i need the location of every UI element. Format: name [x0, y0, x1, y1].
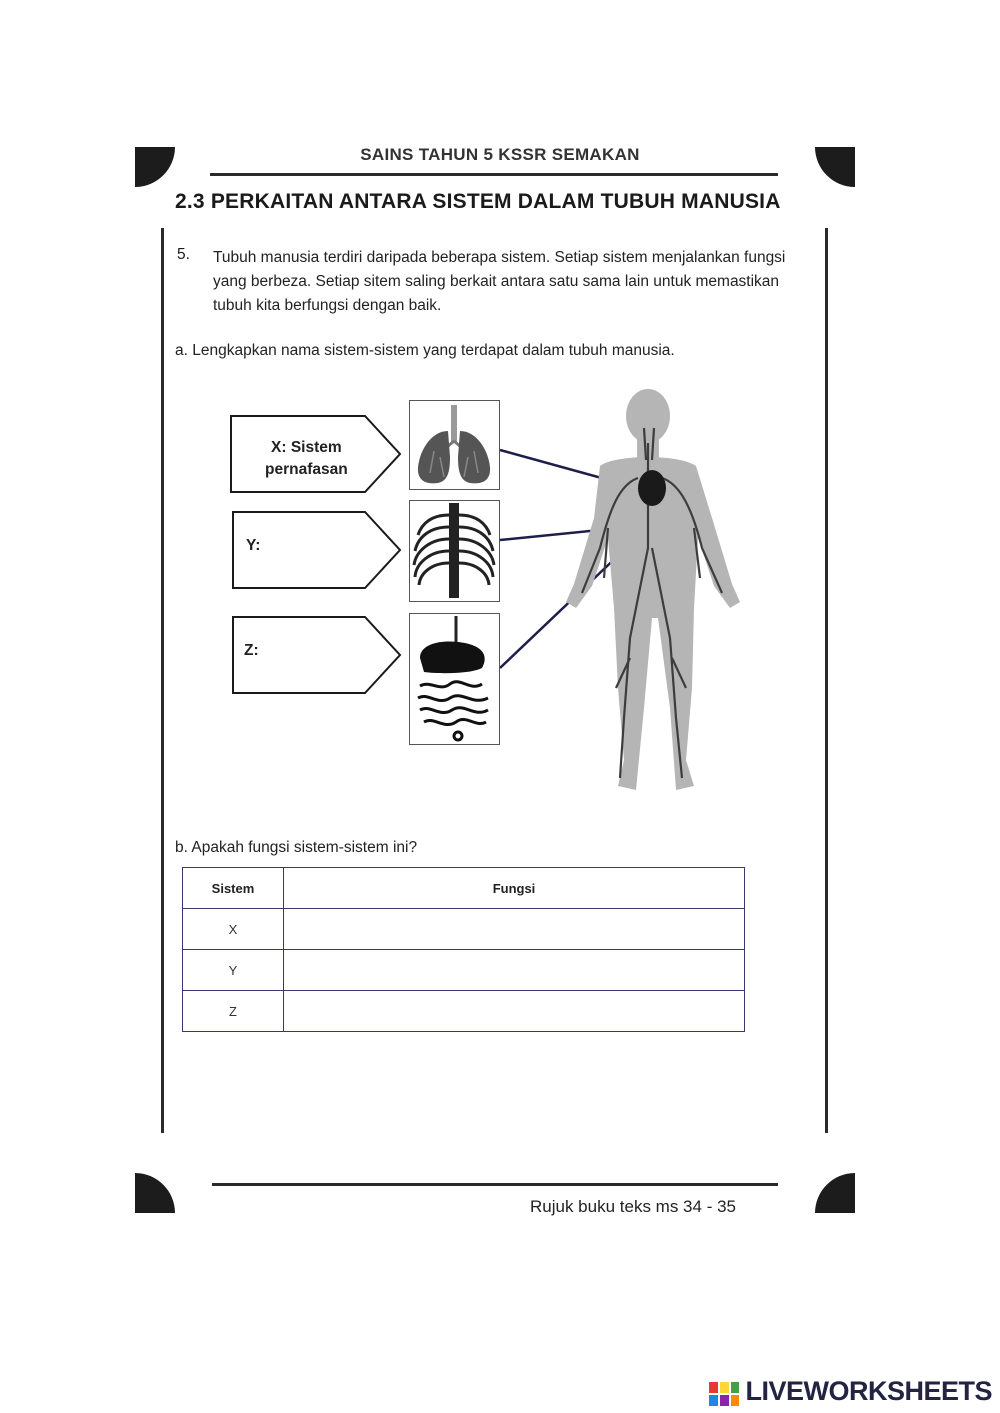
label-x-text	[265, 437, 348, 481]
digestive-image-box	[409, 613, 500, 745]
header-sistem: Sistem	[183, 868, 284, 909]
part-a-instruction: a. Lengkapkan nama sistem-sistem yang terdapat dalam tubuh manusia.	[175, 342, 675, 359]
sistem-cell-y: Y	[183, 950, 284, 991]
textbook-reference: Rujuk buku teks ms 34 - 35	[530, 1197, 736, 1216]
liveworksheets-logo[interactable]	[745, 1376, 992, 1407]
heart-icon	[638, 470, 666, 506]
question-number: 5.	[177, 246, 190, 263]
fungsi-cell-x[interactable]	[284, 909, 745, 950]
function-table	[182, 867, 745, 1032]
question-text: Tubuh manusia terdiri daripada beberapa sistem. Setiap sistem menjalankan fungsi yang berbeza. Setiap sitem saling berkait antara satu sama lain untuk memastikan tubuh kita berfungsi dengan baik.	[213, 249, 786, 314]
digestive-system-icon	[410, 614, 498, 743]
skeleton-image-box	[409, 500, 500, 602]
table-row	[183, 991, 745, 1032]
table-header-row	[183, 868, 745, 909]
fungsi-cell-y[interactable]	[284, 950, 745, 991]
label-y-text: Y:	[246, 537, 261, 554]
sistem-cell-z: Z	[183, 991, 284, 1032]
human-circulatory-system-icon	[560, 388, 745, 798]
lungs-icon	[410, 401, 498, 488]
topic-title: 2.3 PERKAITAN ANTARA SISTEM DALAM TUBUH MANUSIA	[175, 190, 781, 213]
fungsi-cell-z[interactable]	[284, 991, 745, 1032]
table-row	[183, 909, 745, 950]
brand-text: LIVEWORKSHEETS	[745, 1376, 992, 1406]
part-b-instruction: b. Apakah fungsi sistem-sistem ini?	[175, 839, 418, 856]
label-x-line2: pernafasan	[265, 461, 348, 478]
sistem-cell-x: X	[183, 909, 284, 950]
liveworksheets-icon	[709, 1382, 739, 1406]
table-row	[183, 950, 745, 991]
label-z-text: Z:	[244, 642, 259, 659]
lungs-image-box	[409, 400, 500, 490]
label-x-line1: X: Sistem	[271, 439, 342, 456]
subject-title: SAINS TAHUN 5 KSSR SEMAKAN	[360, 145, 640, 164]
header-fungsi: Fungsi	[284, 868, 745, 909]
ribcage-icon	[410, 501, 498, 600]
